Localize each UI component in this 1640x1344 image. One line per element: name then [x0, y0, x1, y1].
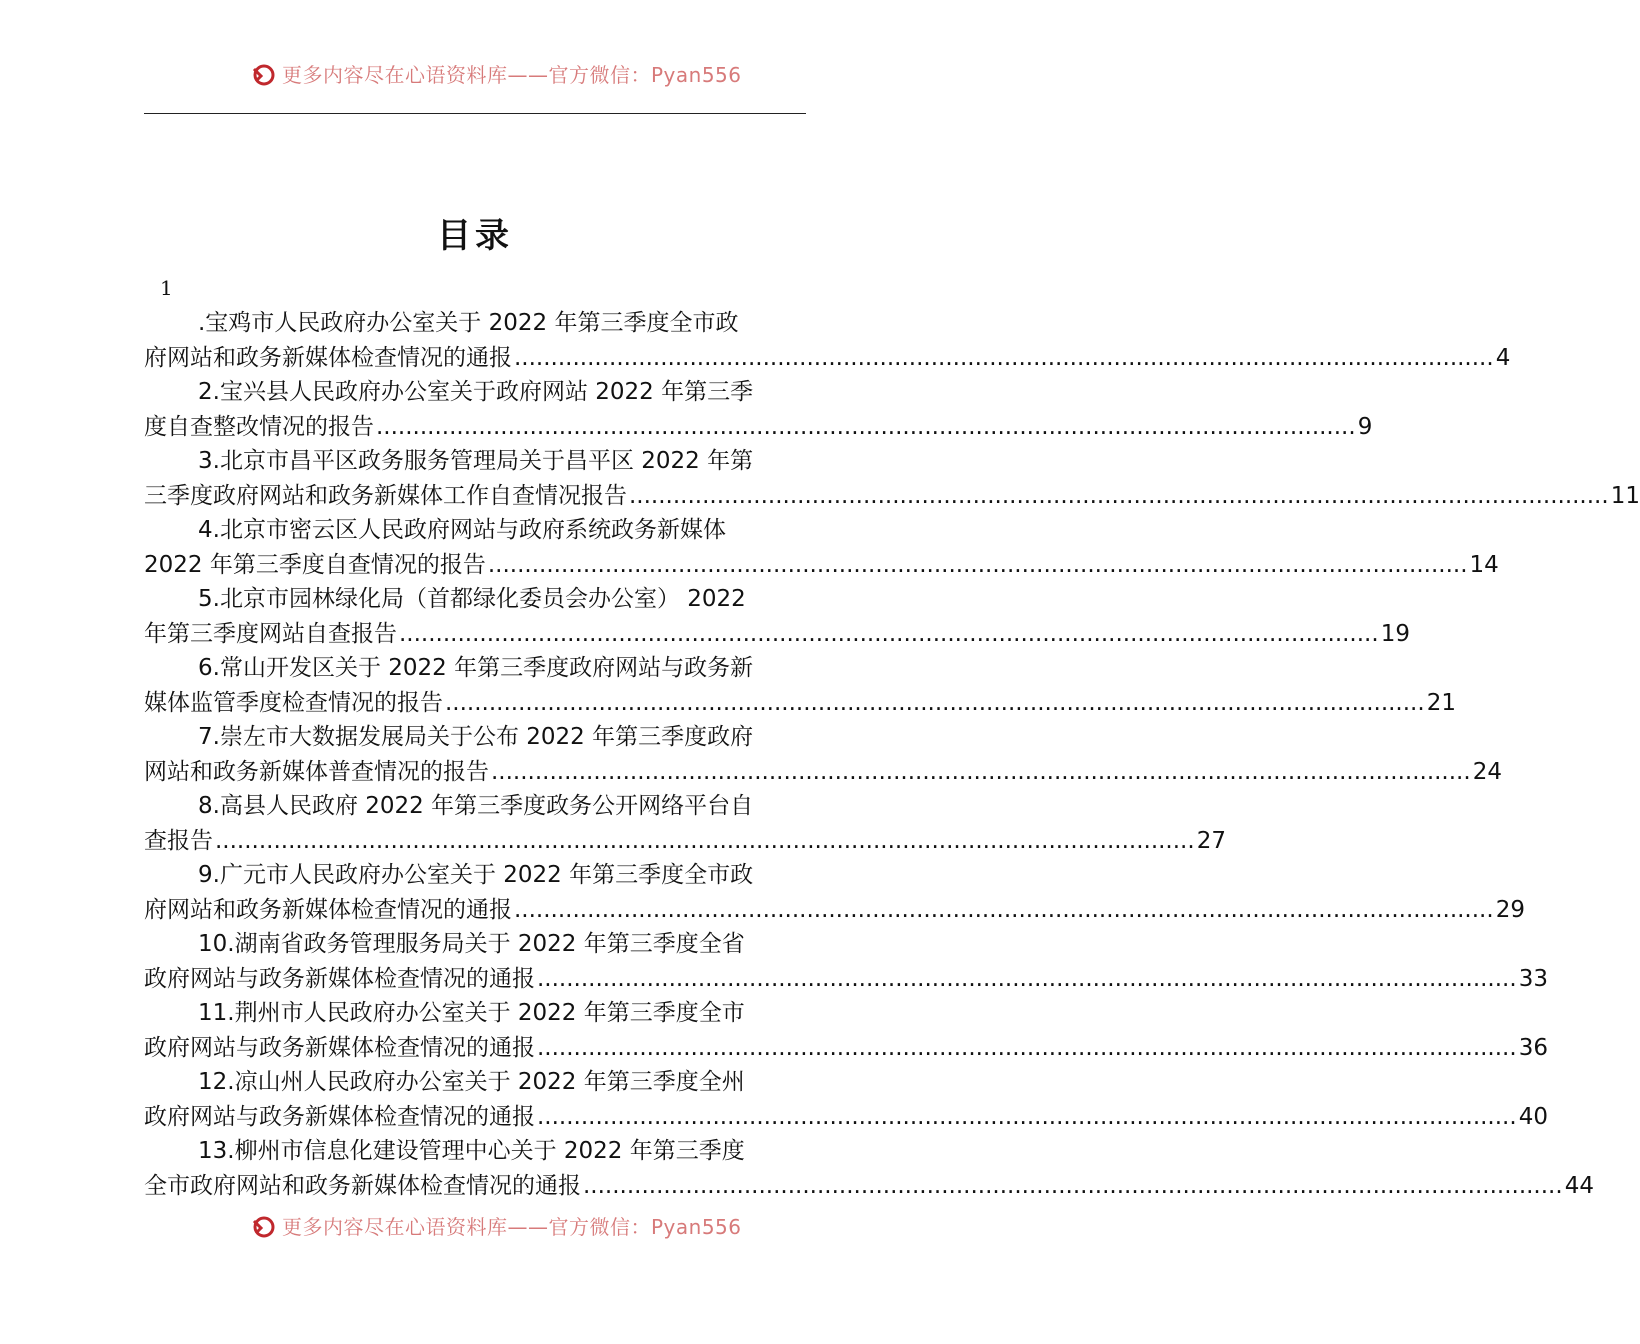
toc-entry[interactable]: [144, 1134, 1594, 1203]
toc-entry-title-line1: 9.广元市人民政府办公室关于 2022 年第三季度全市政: [198, 862, 754, 888]
dot-leader: ......................................................................................................................................: [537, 1103, 1517, 1130]
toc-page-number[interactable]: 36: [1518, 1034, 1548, 1061]
toc-entry-title-line1: 13.柳州市信息化建设管理中心关于 2022 年第三季度: [198, 1138, 745, 1164]
toc-entry-title-text: 全市政府网站和政务新媒体检查情况的通报: [144, 1172, 581, 1199]
toc-entry-title-line1: 4.北京市密云区人民政府网站与政府系统政务新媒体: [198, 517, 726, 543]
toc-entry-title-line1: 2.宝兴县人民政府办公室关于政府网站 2022 年第三季: [198, 379, 754, 405]
toc-entry-title-line2: [144, 962, 1548, 997]
footer-watermark: [250, 1204, 742, 1239]
dot-leader: ......................................................................................................................................: [514, 344, 1494, 371]
toc-entry[interactable]: [144, 789, 1226, 858]
header-watermark: [250, 52, 742, 87]
toc-entry[interactable]: [144, 375, 1373, 444]
table-of-contents: [144, 306, 1640, 1203]
watermark-text: 更多内容尽在心语资料库——官方微信：Pyan556: [282, 1215, 742, 1239]
toc-entry-title-line1: .宝鸡市人民政府办公室关于 2022 年第三季度全市政: [198, 310, 739, 336]
toc-entry-title-line1: 12.凉山州人民政府办公室关于 2022 年第三季度全州: [198, 1069, 745, 1095]
toc-entry[interactable]: [144, 582, 1410, 651]
toc-entry[interactable]: [144, 1065, 1548, 1134]
toc-entry-title-text: 府网站和政务新媒体检查情况的通报: [144, 344, 512, 371]
toc-page-number[interactable]: 29: [1495, 896, 1525, 923]
toc-page-number[interactable]: 11: [1610, 482, 1640, 509]
toc-page-number[interactable]: 27: [1196, 827, 1226, 854]
toc-entry[interactable]: [144, 444, 1640, 513]
toc-entry-title-line2: [144, 893, 1525, 928]
toc-entry-title-text: 媒体监管季度检查情况的报告: [144, 689, 443, 716]
dot-leader: ......................................................................................................................................: [399, 620, 1379, 647]
toc-page-number[interactable]: 33: [1518, 965, 1548, 992]
dot-leader: ......................................................................................................................................: [537, 1034, 1517, 1061]
toc-entry-title-line1: 7.崇左市大数据发展局关于公布 2022 年第三季度政府: [198, 724, 754, 750]
toc-entry-title-line2: [144, 548, 1499, 583]
brand-logo-icon: [250, 1213, 276, 1239]
toc-entry[interactable]: [144, 306, 1511, 375]
dot-leader: ......................................................................................................................................: [514, 896, 1494, 923]
toc-page-number[interactable]: 14: [1469, 551, 1499, 578]
toc-entry-title-line2: [144, 479, 1640, 514]
toc-entry-title-text: 查报告: [144, 827, 213, 854]
toc-entry[interactable]: [144, 513, 1499, 582]
toc-page-number[interactable]: 24: [1472, 758, 1502, 785]
toc-entry[interactable]: [144, 858, 1525, 927]
toc-page-number[interactable]: 4: [1495, 344, 1511, 371]
toc-entry-title-line2: [144, 617, 1410, 652]
toc-page-number[interactable]: 9: [1357, 413, 1373, 440]
toc-entry[interactable]: [144, 720, 1502, 789]
dot-leader: ......................................................................................................................................: [583, 1172, 1563, 1199]
toc-entry-title-line2: [144, 1100, 1548, 1135]
toc-entry-title-line1: 11.荆州市人民政府办公室关于 2022 年第三季度全市: [198, 1000, 745, 1026]
toc-entry-title-line1: 3.北京市昌平区政务服务管理局关于昌平区 2022 年第: [198, 448, 754, 474]
toc-entry-title-line2: [144, 341, 1511, 376]
toc-entry-title-text: 府网站和政务新媒体检查情况的通报: [144, 896, 512, 923]
toc-entry-title-line1: 5.北京市园林绿化局（首都绿化委员会办公室） 2022: [198, 586, 746, 612]
toc-entry-title-text: 年第三季度网站自查报告: [144, 620, 397, 647]
toc-entry-title-text: 政府网站与政务新媒体检查情况的通报: [144, 1103, 535, 1130]
toc-entry-title-text: 度自查整改情况的报告: [144, 413, 374, 440]
toc-entry-title-line2: [144, 686, 1456, 721]
toc-entry-title-line2: [144, 1031, 1548, 1066]
toc-entry[interactable]: [144, 651, 1456, 720]
toc-page-number[interactable]: 40: [1518, 1103, 1548, 1130]
toc-entry-title-line2: [144, 755, 1502, 790]
toc-entry[interactable]: [144, 996, 1548, 1065]
toc-entry-title-line1: 6.常山开发区关于 2022 年第三季度政府网站与政务新: [198, 655, 754, 681]
dot-leader: ......................................................................................................................................: [629, 482, 1609, 509]
header-rule: [144, 113, 806, 114]
toc-entry-title-line1: 8.高县人民政府 2022 年第三季度政务公开网络平台自: [198, 793, 754, 819]
brand-logo-icon: [250, 61, 276, 87]
toc-entry[interactable]: [144, 927, 1548, 996]
dot-leader: ......................................................................................................................................: [376, 413, 1356, 440]
toc-page-number[interactable]: 21: [1426, 689, 1456, 716]
dot-leader: ......................................................................................................................................: [487, 551, 1468, 578]
dot-leader: ......................................................................................................................................: [537, 965, 1517, 992]
toc-entry-title-text: 网站和政务新媒体普查情况的报告: [144, 758, 489, 785]
dot-leader: ......................................................................................................................................: [491, 758, 1471, 785]
page-title: 目录: [437, 216, 513, 256]
toc-page-number[interactable]: 44: [1564, 1172, 1594, 1199]
toc-entry-title-line2: [144, 410, 1373, 445]
toc-entry-title-text: 政府网站与政务新媒体检查情况的通报: [144, 1034, 535, 1061]
toc-entry-title-text: 三季度政府网站和政务新媒体工作自查情况报告: [144, 482, 627, 509]
toc-entry-title-text: 政府网站与政务新媒体检查情况的通报: [144, 965, 535, 992]
dot-leader: ......................................................................................................................................: [445, 689, 1425, 716]
toc-page-number[interactable]: 19: [1380, 620, 1410, 647]
toc-entry-title-line1: 10.湖南省政务管理服务局关于 2022 年第三季度全省: [198, 931, 745, 957]
watermark-text: 更多内容尽在心语资料库——官方微信：Pyan556: [282, 63, 742, 87]
toc-entry-title-line2: [144, 824, 1226, 859]
toc-entry-title-line2: [144, 1169, 1594, 1204]
toc-entry-title-text: 2022 年第三季度自查情况的报告: [144, 551, 486, 578]
dot-leader: ......................................................................................................................................: [215, 827, 1195, 854]
stray-number: 1: [160, 276, 173, 300]
